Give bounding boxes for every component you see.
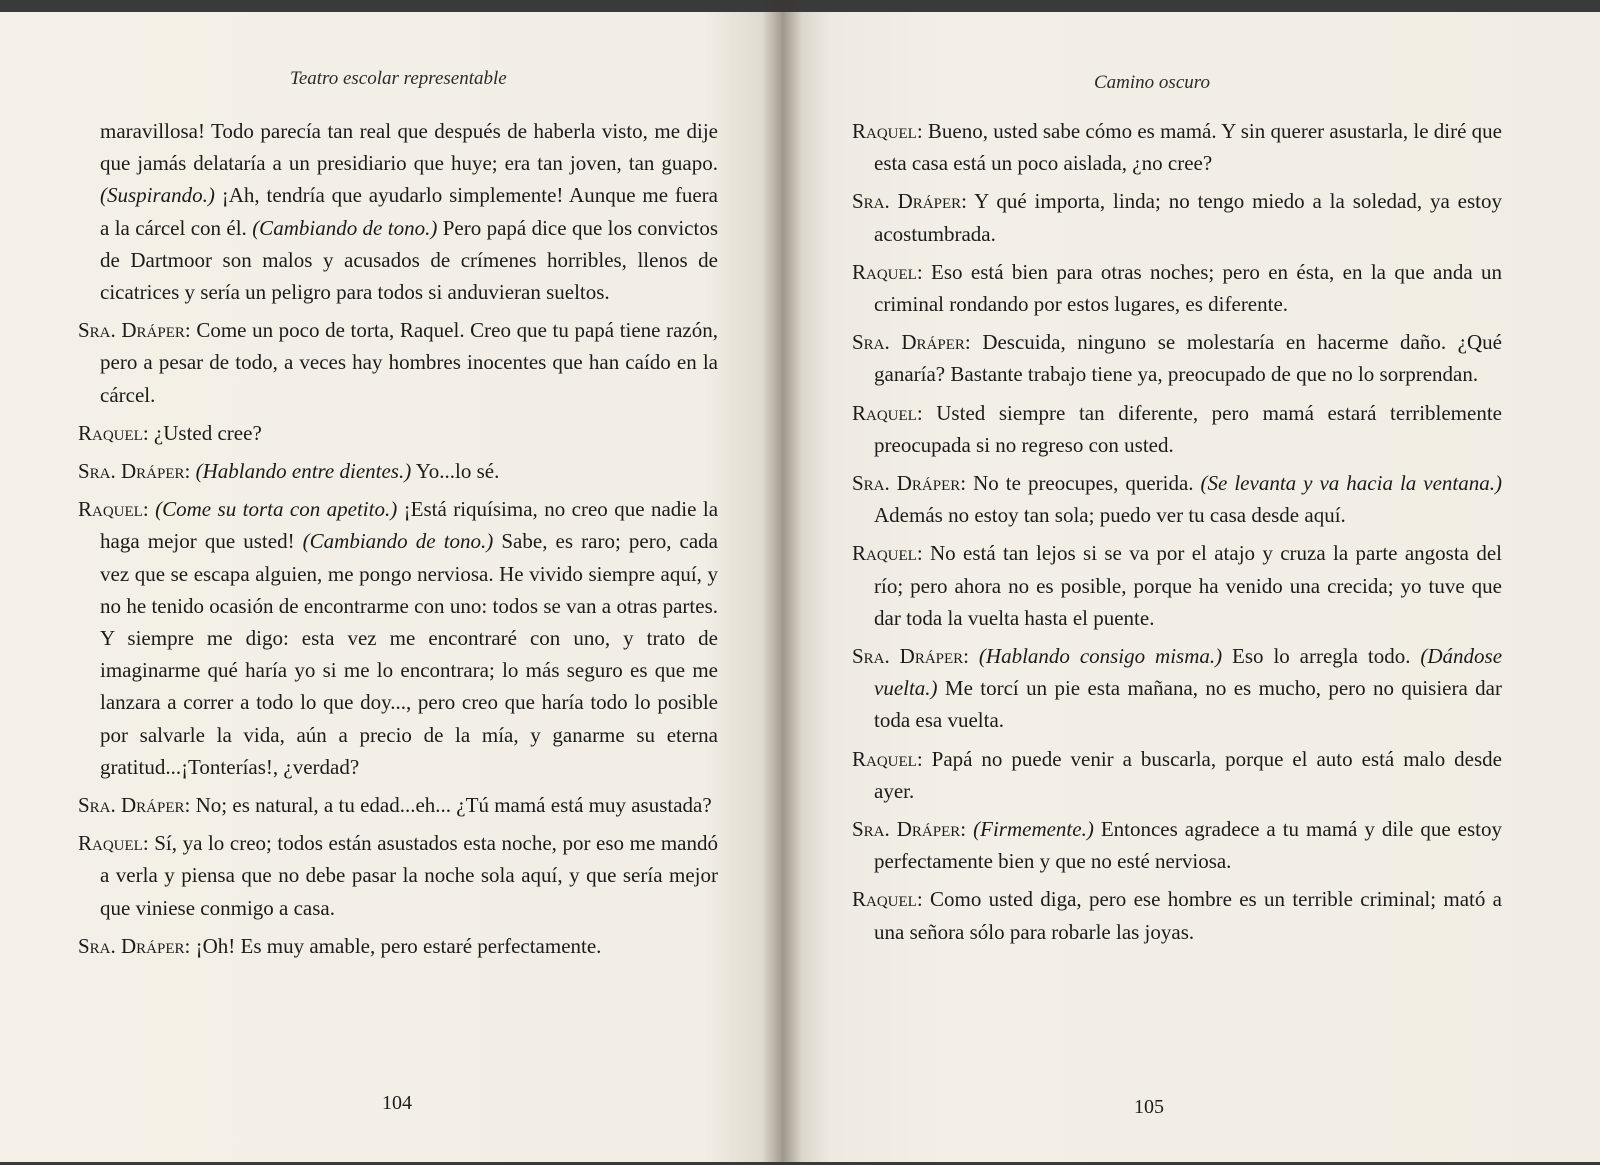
speaker-name: Raquel:: [78, 497, 149, 522]
dialogue-paragraph: [852, 883, 1502, 947]
dialogue-text: Entonces agradece a tu mamá y dile que estoy perfectamente bien y que no esté nerviosa.: [874, 817, 1502, 874]
speaker-name: Sra. Dráper:: [852, 330, 971, 355]
dialogue-text: Pero papá dice que los convictos de Dartmoor son malos y acusados de crímenes horribles, llenos de cicatrices y sería un peligro para todos si anduvieran sueltos.: [100, 215, 719, 305]
dialogue-text: Come un poco de torta, Raquel. Creo que tu papá tiene razón, pero a pesar de todo, a veces hay hombres inocentes que han caído en la cárcel.: [100, 318, 718, 407]
dialogue-paragraph: [852, 813, 1502, 877]
right-page: [782, 12, 1600, 1162]
speaker-name: Raquel:: [852, 259, 923, 284]
dialogue-text: Eso lo arregla todo.: [1222, 644, 1421, 669]
dialogue-text: Descuida, ninguno se molestaría en hacerme daño. ¿Qué ganaría? Bastante trabajo tiene ya, preocupado de que no lo sorprendan.: [874, 330, 1502, 387]
stage-direction: (Suspirando.): [100, 183, 215, 208]
dialogue-paragraph: [78, 314, 718, 411]
running-header: Teatro escolar representable: [290, 68, 507, 89]
dialogue-paragraph: [78, 115, 718, 308]
dialogue-text: Sí, ya lo creo; todos están asustados esta noche, por eso me mandó a verla y piensa que no debe pasar la noche sola aquí, y que sería mejor que viniese conmigo a casa.: [100, 831, 718, 920]
dialogue-text: Usted siempre tan diferente, pero mamá estará terriblemente preocupada si no regreso con usted.: [874, 400, 1502, 457]
dialogue-text: ¡Ah, tendría que ayudarlo simplemente! Aunque me fuera a la cárcel con él.: [100, 183, 718, 240]
page-body: [852, 115, 1502, 954]
speaker-name: Raquel:: [852, 746, 923, 771]
stage-direction: (Firmemente.): [973, 817, 1094, 842]
speaker-name: Raquel:: [78, 420, 149, 445]
dialogue-text: No está tan lejos si se va por el atajo y cruza la parte angosta del río; pero ahora no es posible, porque ha venido una crecida; yo tuve que dar toda la vuelta hasta el puente.: [874, 541, 1502, 630]
page-number: 105: [1134, 1096, 1164, 1118]
dialogue-paragraph: [852, 185, 1502, 249]
dialogue-text: No; es natural, a tu edad...eh... ¿Tú mamá está muy asustada?: [190, 793, 712, 818]
dialogue-paragraph: [78, 455, 718, 487]
speaker-name: Sra. Dráper:: [852, 189, 967, 214]
stage-direction: (Se levanta y va hacia la ventana.): [1200, 471, 1502, 496]
dialogue-paragraph: [78, 789, 718, 821]
stage-direction: (Cambiando de tono.): [252, 215, 438, 240]
stage-direction: (Come su torta con apetito.): [155, 497, 398, 522]
dialogue-paragraph: [852, 743, 1502, 807]
dialogue-text: Sabe, es raro; pero, cada vez que se escapa alguien, me pongo nerviosa. He vivido siempre aquí, y no he tenido ocasión de encontrarme con uno: todos se van a otras partes. Y siempre me digo: esta vez me encontraré con uno, y trato de imaginarme qué haría yo si me lo encontrara; lo más seguro es que me lanzara a correr a todo lo que doy..., pero creo que haría todo lo posible por salvarle la vida, aún a precio de la mía, y ganarme su eterna gratitud...¡Tonterías!, ¿verdad?: [100, 529, 719, 779]
speaker-name: Sra. Dráper:: [852, 644, 970, 669]
dialogue-text: Papá no puede venir a buscarla, porque el auto está malo desde ayer.: [874, 746, 1502, 803]
speaker-name: Sra. Dráper:: [78, 318, 191, 343]
running-header: Camino oscuro: [1094, 72, 1210, 93]
dialogue-paragraph: [852, 537, 1502, 634]
dialogue-text: ¡Oh! Es muy amable, pero estaré perfectamente.: [190, 933, 602, 958]
dialogue-paragraph: [852, 115, 1502, 179]
dialogue-paragraph: [78, 930, 718, 962]
stage-direction: (Dándose vuelta.): [874, 644, 1503, 701]
dialogue-text: Me torcí un pie esta mañana, no es mucho, pero no quisiera dar toda esa vuelta.: [874, 676, 1502, 733]
dialogue-paragraph: [78, 417, 718, 449]
book-gutter: [762, 0, 802, 1165]
dialogue-paragraph: [852, 397, 1502, 461]
stage-direction: (Hablando consigo misma.): [978, 644, 1223, 669]
speaker-name: Raquel:: [852, 541, 923, 566]
speaker-name: Sra. Dráper:: [78, 933, 191, 958]
speaker-name: Raquel:: [852, 400, 923, 425]
speaker-name: Sra. Dráper:: [852, 471, 967, 496]
left-page: [0, 12, 782, 1162]
dialogue-text: Eso está bien para otras noches; pero en ésta, en la que anda un criminal rondando por estos lugares, es diferente.: [874, 259, 1502, 317]
dialogue-text: maravillosa! Todo parecía tan real que después de haberla visto, me dije que jamás delataría a un presidiario que huye; era tan joven, tan guapo.: [100, 119, 718, 176]
speaker-name: Sra. Dráper:: [78, 793, 191, 818]
dialogue-paragraph: [852, 326, 1502, 390]
dialogue-paragraph: [78, 493, 718, 783]
dialogue-paragraph: [852, 640, 1502, 737]
speaker-name: Sra. Dráper:: [78, 459, 191, 484]
dialogue-text: Y qué importa, linda; no tengo miedo a la soledad, ya estoy acostumbrada.: [874, 189, 1502, 246]
dialogue-text: ¡Está riquísima, no creo que nadie la haga mejor que usted!: [100, 497, 719, 554]
dialogue-text: [969, 644, 979, 668]
dialogue-text: No te preocupes, querida.: [966, 471, 1201, 496]
page-body: [78, 115, 718, 968]
speaker-name: Sra. Dráper:: [852, 817, 967, 842]
stage-direction: (Hablando entre dientes.): [195, 459, 412, 484]
dialogue-paragraph: [852, 467, 1502, 531]
dialogue-text: Bueno, usted sabe cómo es mamá. Y sin querer asustarla, le diré que esta casa está un poco aislada, ¿no cree?: [874, 119, 1502, 176]
speaker-name: Raquel:: [852, 887, 923, 912]
dialogue-text: ¿Usted cree?: [148, 420, 262, 445]
dialogue-text: Como usted diga, pero ese hombre es un terrible criminal; mató a una señora sólo para robarle las joyas.: [874, 887, 1502, 944]
dialogue-text: Además no estoy tan sola; puedo ver tu casa desde aquí.: [874, 503, 1346, 528]
dialogue-paragraph: [852, 256, 1502, 320]
dialogue-paragraph: [78, 827, 718, 924]
page-number: 104: [382, 1092, 412, 1114]
speaker-name: Raquel:: [78, 831, 149, 856]
dialogue-text: Yo...lo sé.: [411, 459, 500, 484]
stage-direction: (Cambiando de tono.): [302, 529, 494, 554]
speaker-name: Raquel:: [852, 119, 923, 143]
